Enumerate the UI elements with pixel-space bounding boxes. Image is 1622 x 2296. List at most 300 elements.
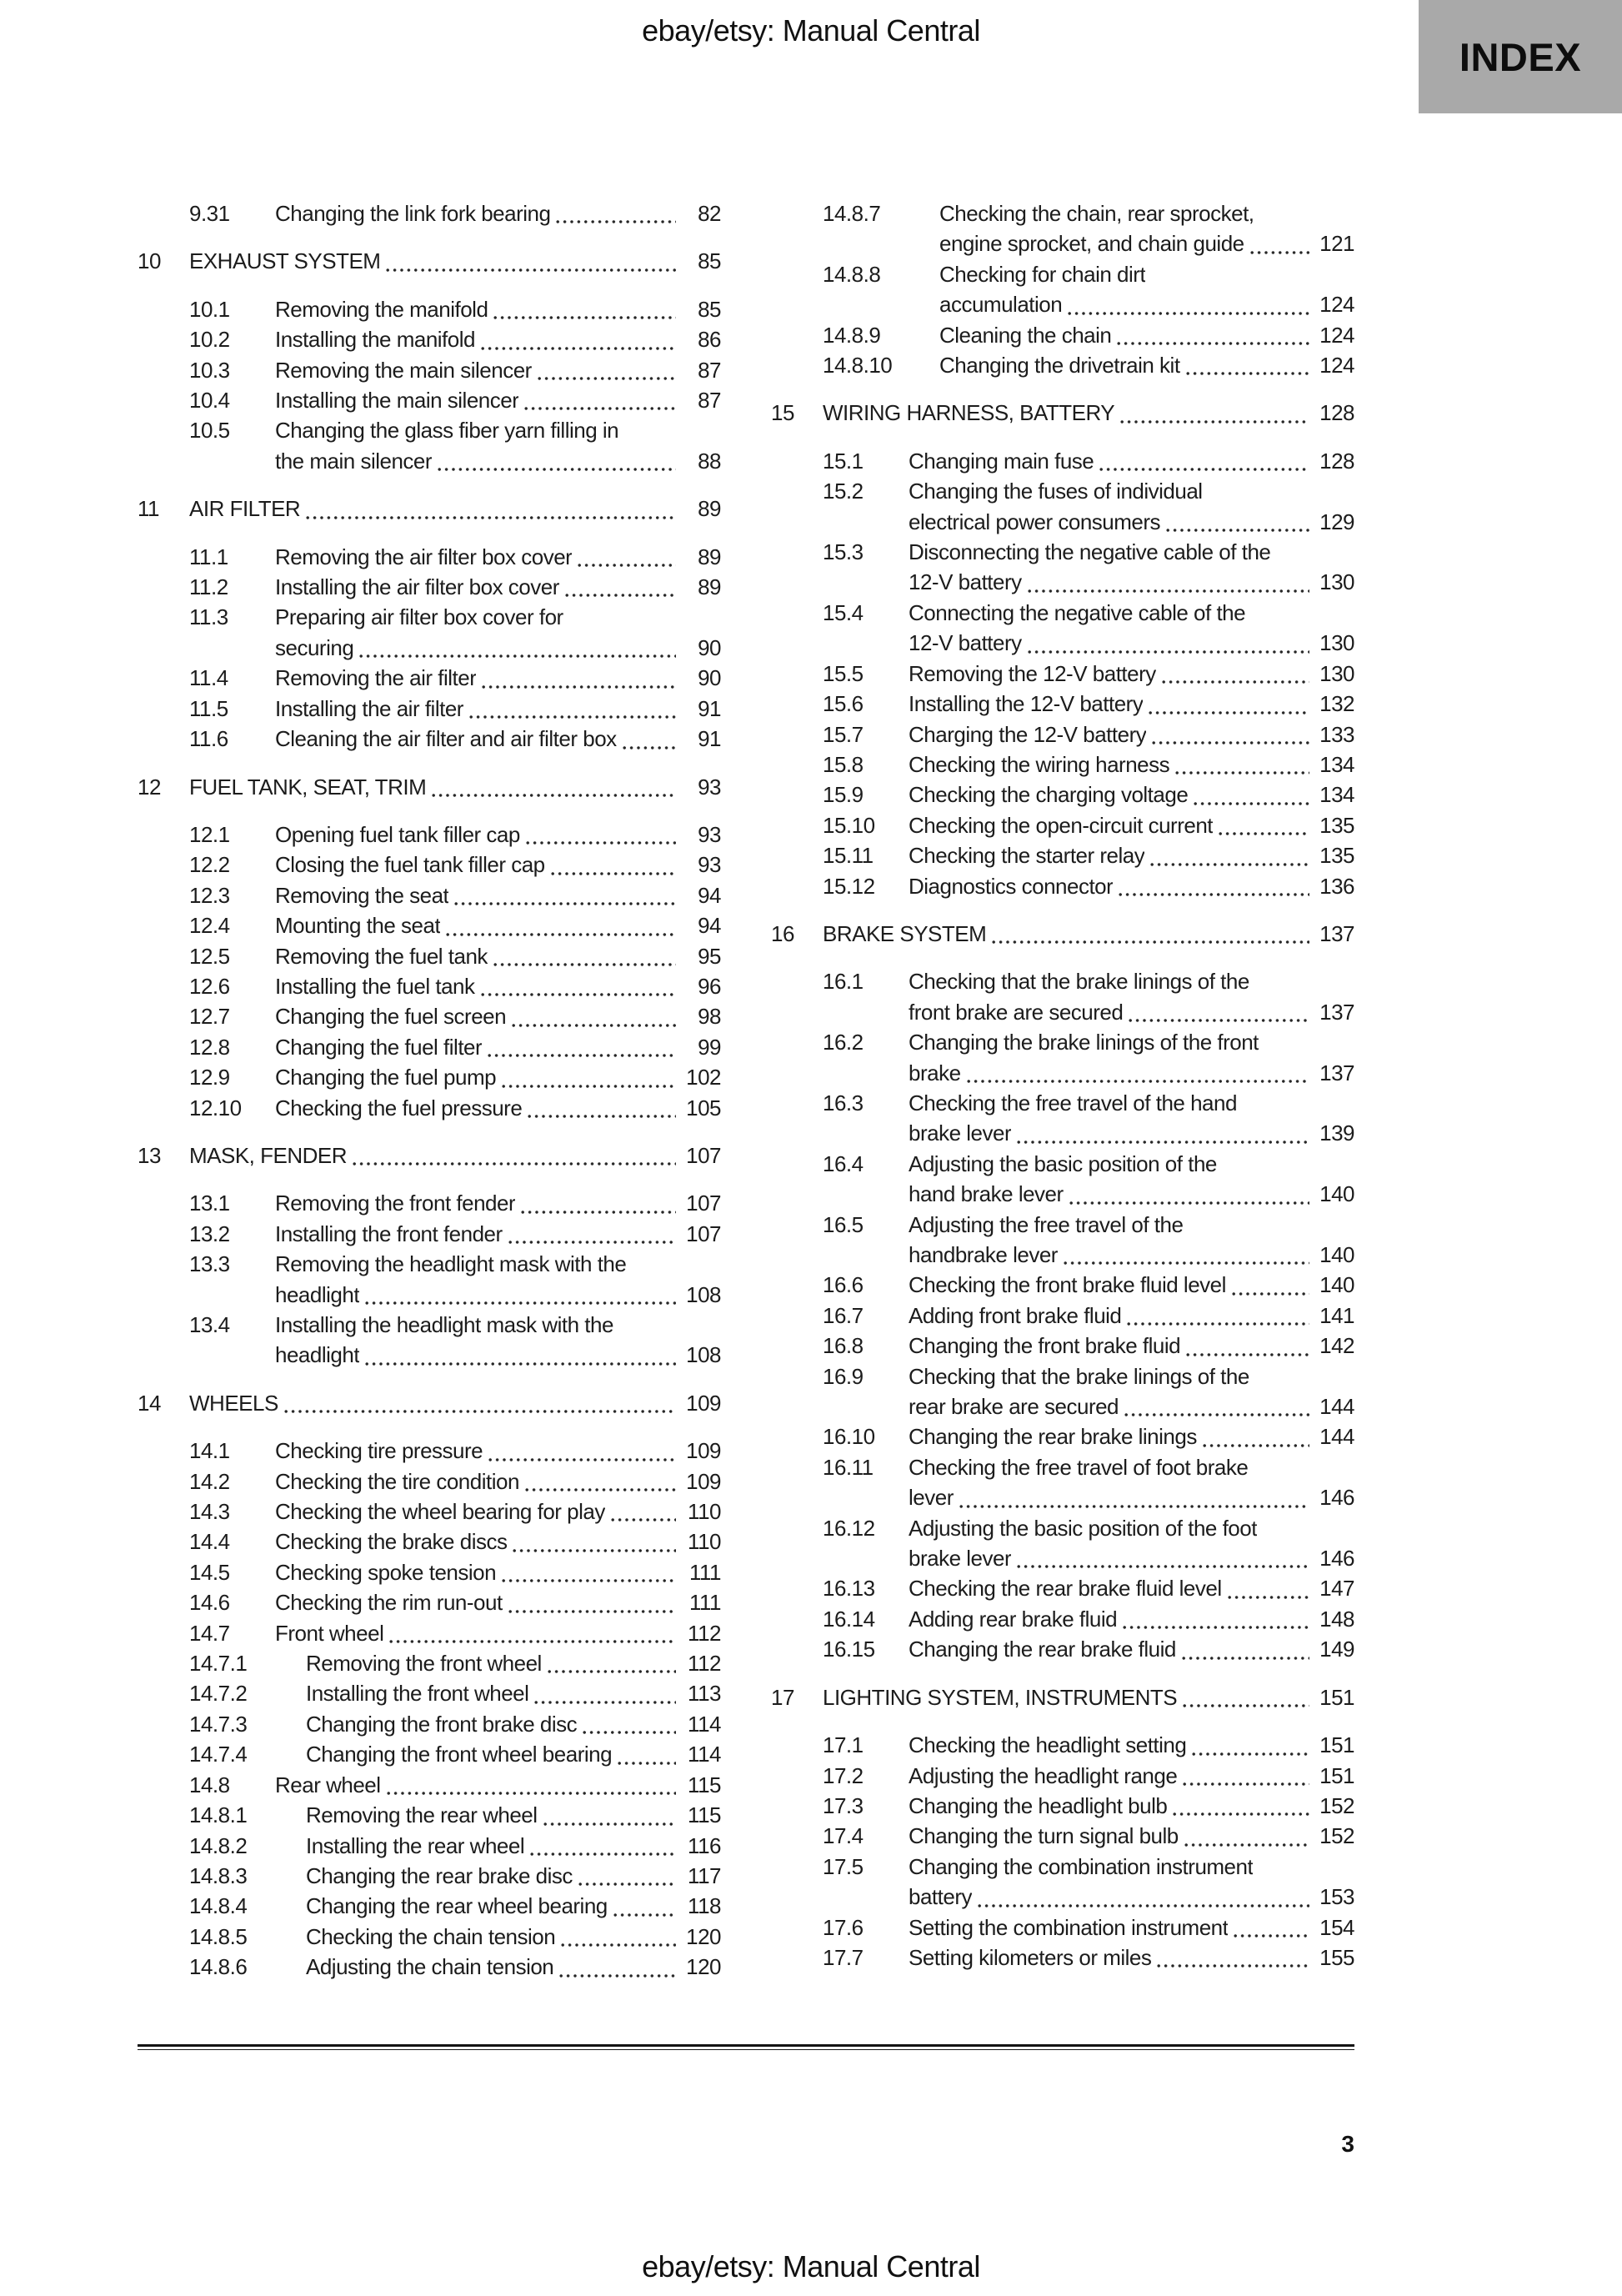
toc-entry xyxy=(138,294,721,324)
toc-entry-number: 14.3 xyxy=(189,1499,230,1525)
toc-entry-number: 17.4 xyxy=(823,1823,864,1849)
toc-entry-title: brake lever xyxy=(909,1546,1012,1572)
dot-leader xyxy=(1068,311,1309,316)
toc-entry-number: 12.2 xyxy=(189,852,230,878)
toc-entry xyxy=(138,633,721,663)
dot-leader xyxy=(1228,1595,1309,1600)
toc-entry-number: 17.5 xyxy=(823,1853,864,1879)
toc-entry-number: 14.8.3 xyxy=(189,1862,248,1888)
toc-entry xyxy=(771,749,1354,780)
toc-entry-page: 152 xyxy=(1319,1823,1354,1849)
toc-entry-title: Installing the 12-V battery xyxy=(909,691,1144,717)
toc-entry-title: Installing the front wheel xyxy=(306,1681,529,1707)
toc-entry-page: 110 xyxy=(688,1499,721,1525)
toc-entry-page: 124 xyxy=(1319,353,1354,378)
toc-section-heading xyxy=(138,494,721,524)
toc-entry-number: 12.10 xyxy=(189,1095,242,1120)
toc-entry-title: FUEL TANK, SEAT, TRIM xyxy=(189,774,427,800)
toc-entry-number: 14.7.4 xyxy=(189,1742,248,1767)
toc-entry xyxy=(771,1730,1354,1760)
toc-entry-page: 153 xyxy=(1319,1884,1354,1910)
dot-leader xyxy=(1175,770,1309,775)
toc-entry-number: 10.5 xyxy=(189,418,230,444)
index-badge xyxy=(1419,0,1622,113)
toc-entry-number: 12.1 xyxy=(189,821,230,847)
toc-entry-number: 17 xyxy=(771,1684,794,1710)
toc-entry-page: 89 xyxy=(698,496,721,522)
toc-entry xyxy=(771,1027,1354,1057)
toc-entry-title: Connecting the negative cable of the xyxy=(909,599,1246,625)
toc-entry-page: 87 xyxy=(698,388,721,414)
toc-entry-title: Cleaning the air filter and air filter box xyxy=(275,726,617,752)
toc-entry-title: WHEELS xyxy=(189,1390,278,1416)
toc-entry-title: Removing the air filter xyxy=(275,665,477,691)
dot-leader xyxy=(623,745,676,750)
toc-entry xyxy=(771,1912,1354,1943)
toc-entry-number: 11 xyxy=(138,496,159,522)
toc-entry-page: 128 xyxy=(1319,400,1354,426)
toc-entry-number: 12.9 xyxy=(189,1065,230,1090)
toc-entry xyxy=(771,507,1354,537)
toc-entry-number: 15.4 xyxy=(823,599,864,625)
dot-leader xyxy=(513,1548,676,1553)
toc-entry-number: 17.3 xyxy=(823,1792,864,1818)
dot-leader xyxy=(1184,1842,1309,1847)
toc-entry xyxy=(138,1310,721,1340)
toc-section-heading xyxy=(138,1140,721,1171)
index-badge-label: INDEX xyxy=(1459,34,1582,79)
toc-entry-title: Checking the free travel of the hand xyxy=(909,1090,1237,1115)
toc-entry-number: 16.5 xyxy=(823,1211,864,1237)
toc-entry-page: 151 xyxy=(1319,1684,1354,1710)
toc-entry-page: 93 xyxy=(698,774,721,800)
toc-entry-title: Changing the rear brake linings xyxy=(909,1424,1197,1450)
toc-entry-title: accumulation xyxy=(939,292,1063,318)
toc-entry-title: BRAKE SYSTEM xyxy=(823,920,987,946)
toc-entry-title: 12-V battery xyxy=(909,569,1022,595)
toc-entry xyxy=(771,1604,1354,1634)
toc-entry xyxy=(771,1513,1354,1543)
toc-entry-title: Removing the fuel tank xyxy=(275,943,488,969)
toc-entry-title: Opening fuel tank filler cap xyxy=(275,821,520,847)
toc-section-heading xyxy=(771,1682,1354,1712)
toc-entry-page: 116 xyxy=(688,1832,721,1858)
dot-leader xyxy=(1028,649,1309,654)
toc-entry-page: 121 xyxy=(1319,231,1354,257)
toc-section-heading xyxy=(771,919,1354,949)
dot-leader xyxy=(386,268,676,273)
toc-entry-title: Checking the charging voltage xyxy=(909,782,1189,808)
dot-leader xyxy=(1173,1812,1309,1817)
toc-entry-title: Changing the fuses of individual xyxy=(909,479,1203,504)
dot-leader xyxy=(1017,1564,1309,1569)
dot-leader xyxy=(1162,679,1309,684)
toc-entry xyxy=(771,1852,1354,1882)
toc-entry-title: Changing the headlight bulb xyxy=(909,1792,1168,1818)
toc-entry-title: electrical power consumers xyxy=(909,509,1161,534)
toc-entry-page: 144 xyxy=(1319,1424,1354,1450)
toc-entry xyxy=(138,324,721,354)
dot-leader xyxy=(1117,341,1309,346)
toc-entry-title: Checking the brake discs xyxy=(275,1529,508,1555)
toc-entry xyxy=(138,1496,721,1526)
toc-entry-page: 137 xyxy=(1319,1060,1354,1085)
toc-entry-number: 15.6 xyxy=(823,691,864,717)
toc-entry xyxy=(138,1032,721,1062)
toc-entry-title: Changing the front brake fluid xyxy=(909,1333,1181,1359)
toc-entry xyxy=(138,542,721,572)
toc-entry xyxy=(138,415,721,445)
toc-entry-page: 139 xyxy=(1319,1120,1354,1146)
toc-entry-title: headlight xyxy=(275,1281,360,1307)
toc-entry-page: 140 xyxy=(1319,1272,1354,1298)
toc-entry-page: 113 xyxy=(688,1681,721,1707)
toc-entry xyxy=(771,1421,1354,1451)
toc-entry-number: 14.8.4 xyxy=(189,1893,248,1919)
toc-entry-number: 14.1 xyxy=(189,1438,230,1464)
toc-entry-title: Changing the fuel filter xyxy=(275,1034,483,1060)
toc-entry-page: 88 xyxy=(698,448,721,474)
toc-entry-number: 16.7 xyxy=(823,1302,864,1328)
toc-entry xyxy=(771,1118,1354,1148)
toc-entry xyxy=(138,446,721,476)
toc-entry-number: 15.3 xyxy=(823,539,864,565)
toc-entry-number: 14.8.8 xyxy=(823,261,881,287)
toc-entry-title: Changing the brake linings of the front xyxy=(909,1030,1259,1055)
toc-entry-title: Installing the headlight mask with the xyxy=(275,1312,613,1337)
dot-leader xyxy=(1129,1018,1309,1023)
toc-entry-title: Removing the rear wheel xyxy=(306,1802,538,1828)
toc-entry-title: Checking the starter relay xyxy=(909,843,1145,869)
toc-entry xyxy=(138,1188,721,1218)
toc-entry-title: Changing the link fork bearing xyxy=(275,201,551,226)
dot-leader xyxy=(548,1669,676,1674)
toc-entry-page: 85 xyxy=(698,296,721,322)
dot-leader xyxy=(578,1882,676,1887)
toc-entry-page: 112 xyxy=(688,1651,721,1677)
toc-entry-title: Checking the headlight setting xyxy=(909,1732,1187,1758)
toc-entry-number: 14.8.7 xyxy=(823,201,881,226)
dot-leader xyxy=(1150,862,1309,867)
toc-entry-number: 10.4 xyxy=(189,388,230,414)
toc-entry xyxy=(771,1482,1354,1512)
toc-entry-number: 15.10 xyxy=(823,812,875,838)
toc-entry-title: Checking the wheel bearing for play xyxy=(275,1499,605,1525)
toc-entry-title: Removing the air filter box cover xyxy=(275,544,573,569)
toc-entry-number: 16.14 xyxy=(823,1606,875,1632)
toc-entry-number: 16.11 xyxy=(823,1454,874,1480)
dot-leader xyxy=(1192,1752,1309,1757)
dot-leader xyxy=(1017,1140,1309,1145)
dot-leader xyxy=(1120,419,1309,424)
toc-entry-title: Checking the tire condition xyxy=(275,1468,519,1494)
dot-leader xyxy=(481,992,677,997)
toc-entry-number: 14.8.6 xyxy=(189,1954,248,1980)
toc-entry-number: 15.12 xyxy=(823,873,875,899)
toc-entry-number: 15.9 xyxy=(823,782,864,808)
toc-entry-number: 11.5 xyxy=(189,695,228,721)
toc-entry xyxy=(138,1557,721,1587)
toc-entry xyxy=(138,1219,721,1249)
toc-entry-number: 16.10 xyxy=(823,1424,875,1450)
toc-entry-title: Checking for chain dirt xyxy=(939,261,1146,287)
toc-entry-page: 149 xyxy=(1319,1637,1354,1662)
toc-entry xyxy=(138,1280,721,1310)
toc-entry xyxy=(138,1678,721,1708)
toc-entry xyxy=(138,1739,721,1769)
dot-leader xyxy=(306,515,676,520)
toc-entry-title: EXHAUST SYSTEM xyxy=(189,248,381,274)
toc-entry-number: 17.6 xyxy=(823,1914,864,1940)
toc-entry-page: 111 xyxy=(688,1590,721,1616)
dot-leader xyxy=(1099,467,1309,472)
dot-leader xyxy=(508,1609,676,1614)
toc-entry-title: engine sprocket, and chain guide xyxy=(939,231,1244,257)
toc-entry xyxy=(138,1800,721,1830)
toc-entry-page: 155 xyxy=(1319,1944,1354,1970)
toc-entry-title: Checking that the brake linings of the xyxy=(909,969,1249,995)
toc-entry xyxy=(771,1821,1354,1851)
toc-entry-page: 94 xyxy=(698,882,721,908)
dot-leader xyxy=(512,1023,676,1028)
dot-leader xyxy=(482,684,676,689)
toc-entry xyxy=(771,1761,1354,1791)
toc-entry xyxy=(771,350,1354,380)
toc-entry-title: Setting the combination instrument xyxy=(909,1914,1229,1940)
toc-entry xyxy=(771,598,1354,628)
dot-leader xyxy=(528,1114,676,1119)
toc-entry-number: 16.2 xyxy=(823,1030,864,1055)
toc-entry-page: 146 xyxy=(1319,1546,1354,1572)
toc-entry-title: Adjusting the basic position of the foot xyxy=(909,1515,1257,1541)
toc-entry xyxy=(138,820,721,850)
toc-entry-title: Diagnostics connector xyxy=(909,873,1114,899)
toc-entry xyxy=(138,572,721,602)
toc-entry-title: Checking tire pressure xyxy=(275,1438,483,1464)
toc-entry-page: 112 xyxy=(688,1620,721,1646)
toc-entry-title: Removing the headlight mask with the xyxy=(275,1251,627,1277)
toc-entry-number: 12.5 xyxy=(189,943,230,969)
toc-entry-number: 14.5 xyxy=(189,1559,230,1585)
dot-leader xyxy=(481,346,676,351)
toc-column-right xyxy=(771,198,1354,1983)
toc-entry-number: 11.4 xyxy=(189,665,228,691)
toc-entry-page: 144 xyxy=(1319,1394,1354,1420)
toc-entry xyxy=(138,1861,721,1891)
toc-entry xyxy=(771,1452,1354,1482)
toc-entry-number: 12.6 xyxy=(189,973,230,999)
toc-entry xyxy=(771,1882,1354,1912)
toc-entry-number: 11.1 xyxy=(189,544,228,569)
toc-entry xyxy=(771,1210,1354,1240)
toc-entry-number: 14.7.1 xyxy=(189,1651,248,1677)
toc-entry-title: Removing the main silencer xyxy=(275,357,532,383)
toc-entry xyxy=(771,871,1354,901)
toc-entry xyxy=(771,198,1354,228)
toc-entry-page: 105 xyxy=(686,1095,721,1120)
toc-entry-title: Checking the rear brake fluid level xyxy=(909,1576,1222,1602)
toc-entry-page: 118 xyxy=(688,1893,721,1919)
dot-leader xyxy=(387,1791,676,1796)
toc-entry-number: 16.3 xyxy=(823,1090,864,1115)
toc-entry-page: 124 xyxy=(1319,292,1354,318)
toc-entry-number: 13 xyxy=(138,1142,161,1168)
toc-entry-page: 130 xyxy=(1319,569,1354,595)
toc-entry-number: 16 xyxy=(771,920,794,946)
toc-entry-page: 95 xyxy=(698,943,721,969)
toc-entry-title: Adjusting the chain tension xyxy=(306,1954,554,1980)
toc-entry-number: 15.8 xyxy=(823,751,864,777)
dot-leader xyxy=(365,1301,676,1306)
toc-section-heading xyxy=(138,772,721,802)
toc-entry-page: 107 xyxy=(686,1142,721,1168)
dot-leader xyxy=(1064,1261,1309,1266)
toc-entry-page: 151 xyxy=(1319,1762,1354,1788)
dot-leader xyxy=(359,654,676,659)
toc-entry-title: Removing the front wheel xyxy=(306,1651,542,1677)
dot-leader xyxy=(959,1504,1309,1509)
toc-entry-title: WIRING HARNESS, BATTERY xyxy=(823,400,1115,426)
toc-entry-number: 10.2 xyxy=(189,327,230,353)
dot-leader xyxy=(1203,1443,1309,1448)
dot-leader xyxy=(543,1822,676,1827)
toc-entry xyxy=(138,1587,721,1617)
dot-leader xyxy=(353,1161,676,1166)
toc-entry xyxy=(771,1149,1354,1179)
toc-entry xyxy=(138,724,721,754)
toc-entry-number: 16.1 xyxy=(823,969,864,995)
toc-entry xyxy=(771,259,1354,289)
toc-entry-number: 14.7 xyxy=(189,1620,230,1646)
toc-entry-number: 13.1 xyxy=(189,1191,230,1216)
toc-entry-page: 109 xyxy=(686,1468,721,1494)
dot-leader xyxy=(446,932,676,937)
toc-entry-page: 120 xyxy=(686,1923,721,1949)
toc-entry xyxy=(771,689,1354,719)
toc-entry-title: Front wheel xyxy=(275,1620,384,1646)
dot-leader xyxy=(530,1852,676,1857)
toc-entry xyxy=(771,966,1354,996)
toc-entry-title: Checking the wiring harness xyxy=(909,751,1170,777)
toc-entry xyxy=(138,1436,721,1466)
toc-entry-title: Changing the combination instrument xyxy=(909,1853,1254,1879)
toc-entry xyxy=(771,659,1354,689)
toc-entry-title: headlight xyxy=(275,1342,360,1368)
toc-entry xyxy=(771,810,1354,840)
toc-entry-page: 110 xyxy=(688,1529,721,1555)
dot-leader xyxy=(534,1700,676,1705)
toc-entry-number: 14.2 xyxy=(189,1468,230,1494)
toc-entry-page: 99 xyxy=(698,1034,721,1060)
toc-entry xyxy=(138,1922,721,1952)
toc-entry-page: 90 xyxy=(698,634,721,660)
toc-entry-page: 130 xyxy=(1319,660,1354,686)
dot-leader xyxy=(1069,1201,1309,1206)
toc-entry-page: 137 xyxy=(1319,999,1354,1025)
toc-entry-title: Changing the drivetrain kit xyxy=(939,353,1180,378)
toc-entry xyxy=(771,997,1354,1027)
page-number: 3 xyxy=(1341,2131,1354,2157)
toc-entry-page: 91 xyxy=(698,695,721,721)
toc-entry-number: 12.3 xyxy=(189,882,230,908)
toc-entry xyxy=(771,1058,1354,1088)
toc-entry-page: 90 xyxy=(698,665,721,691)
toc-entry-title: Installing the main silencer xyxy=(275,388,519,414)
toc-entry-number: 15.11 xyxy=(823,843,874,869)
toc-entry-number: 17.2 xyxy=(823,1762,864,1788)
dot-leader xyxy=(469,714,676,719)
toc-entry xyxy=(771,1361,1354,1391)
toc-entry-number: 13.3 xyxy=(189,1251,230,1277)
dot-leader xyxy=(1127,1321,1309,1326)
toc-entry-title: Removing the front fender xyxy=(275,1191,516,1216)
toc-entry-page: 134 xyxy=(1319,751,1354,777)
toc-entry-title: 12-V battery xyxy=(909,630,1022,656)
dot-leader xyxy=(561,1943,676,1948)
dot-leader xyxy=(1152,740,1309,745)
dot-leader xyxy=(565,593,676,598)
toc-entry-title: Installing the rear wheel xyxy=(306,1832,525,1858)
dot-leader xyxy=(508,1240,676,1245)
toc-entry xyxy=(771,1634,1354,1664)
toc-entry-number: 12.8 xyxy=(189,1034,230,1060)
toc-entry-page: 87 xyxy=(698,357,721,383)
header-title: ebay/etsy: Manual Central xyxy=(642,13,980,48)
toc-entry-title: Installing the manifold xyxy=(275,327,475,353)
dot-leader xyxy=(1186,1352,1309,1357)
toc-entry-number: 16.12 xyxy=(823,1515,875,1541)
dot-leader xyxy=(284,1409,676,1414)
toc-entry-title: Installing the fuel tank xyxy=(275,973,475,999)
toc-entry-title: Checking that the brake linings of the xyxy=(909,1363,1249,1389)
toc-entry xyxy=(138,1831,721,1861)
toc-entry-title: Cleaning the chain xyxy=(939,322,1112,348)
dot-leader xyxy=(389,1639,676,1644)
toc-entry-title: Preparing air filter box cover for xyxy=(275,604,563,630)
toc-entry xyxy=(138,385,721,415)
toc-entry xyxy=(138,910,721,940)
toc-entry-title: LIGHTING SYSTEM, INSTRUMENTS xyxy=(823,1684,1178,1710)
toc-entry-number: 14 xyxy=(138,1390,161,1416)
toc-entry xyxy=(771,840,1354,870)
toc-entry xyxy=(138,971,721,1001)
toc-entry-page: 140 xyxy=(1319,1181,1354,1207)
dot-leader xyxy=(618,1761,676,1766)
dot-leader xyxy=(524,406,676,411)
toc-entry-page: 117 xyxy=(688,1862,721,1888)
toc-entry-number: 16.13 xyxy=(823,1576,875,1602)
toc-entry-number: 17.1 xyxy=(823,1732,864,1758)
toc-entry-title: Adjusting the free travel of the xyxy=(909,1211,1184,1237)
toc-entry-page: 137 xyxy=(1319,920,1354,946)
dot-leader xyxy=(493,962,676,967)
toc-entry-page: 142 xyxy=(1319,1333,1354,1359)
toc-entry-title: Checking spoke tension xyxy=(275,1559,497,1585)
toc-entry-page: 132 xyxy=(1319,691,1354,717)
dot-leader xyxy=(1232,1291,1309,1296)
toc-entry-title: front brake are secured xyxy=(909,999,1124,1025)
toc-entry-title: Changing the front brake disc xyxy=(306,1711,578,1737)
toc-entry xyxy=(138,1466,721,1496)
toc-entry-number: 12.7 xyxy=(189,1004,230,1030)
toc-entry xyxy=(771,1573,1354,1603)
toc-entry-number: 14.8.9 xyxy=(823,322,881,348)
toc-entry-page: 152 xyxy=(1319,1792,1354,1818)
dot-leader xyxy=(578,563,676,568)
toc-entry-page: 94 xyxy=(698,913,721,939)
toc-entry-title: Changing the rear wheel bearing xyxy=(306,1893,608,1919)
toc-entry-page: 133 xyxy=(1319,721,1354,747)
